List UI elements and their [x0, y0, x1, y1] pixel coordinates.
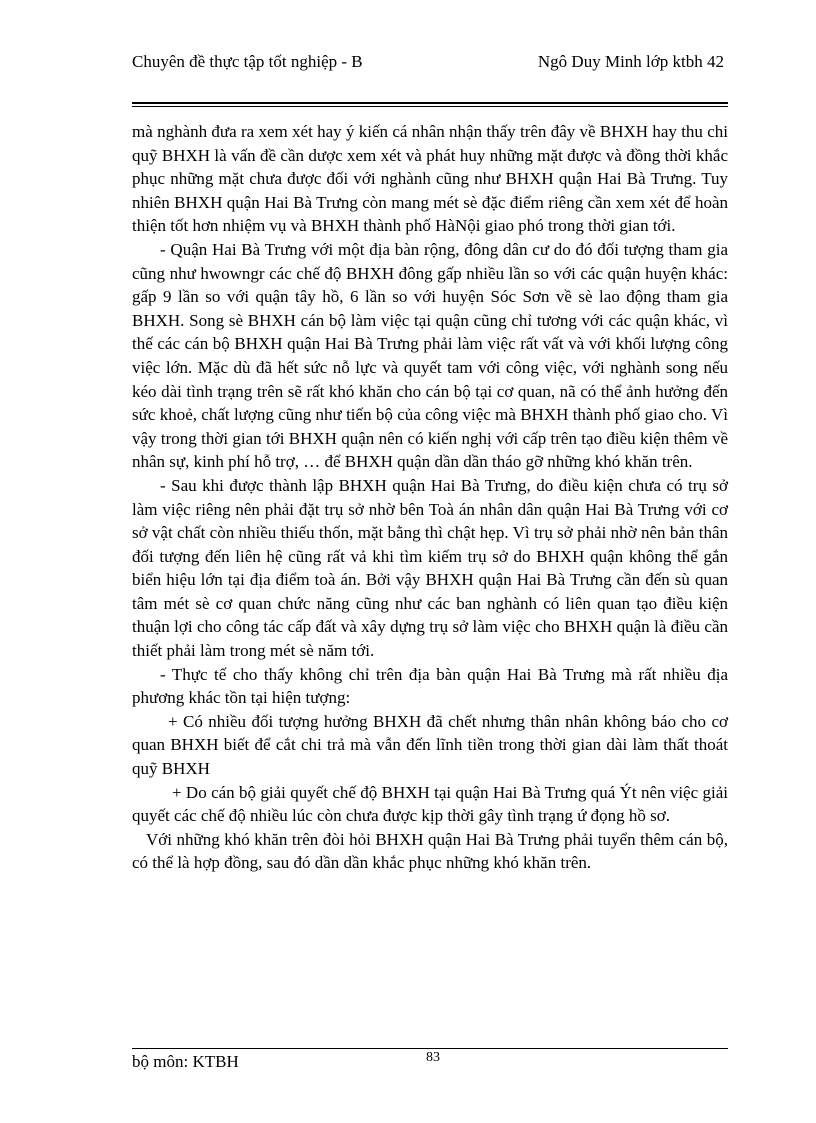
- paragraph-7: Với những khó khăn trên đòi hỏi BHXH quận Hai Bà Trưng phải tuyển thêm cán bộ, có thể là hợp đồng, sau đó dần dần khắc phục những khó khăn trên.: [132, 829, 728, 873]
- body-text: [132, 120, 728, 875]
- paragraph-4: - Thực tế cho thấy không chỉ trên địa bàn quận Hai Bà Trưng mà rất nhiều địa phương khác tồn tại hiện tượng:: [132, 664, 728, 708]
- footer-rule: [132, 1048, 728, 1049]
- paragraph-1: mà nghành đưa ra xem xét hay ý kiến cá nhân nhận thấy trên đây về BHXH hay thu chi quỹ BHXH là vấn đề cần dược xem xét và phát huy những mặt được và đồng thời khắc phục những mặt chưa được đối với nghành cũng như BHXH quận Hai Bà Trưng. Tuy nhiên BHXH quận Hai Bà Trưng còn mang mét sè đặc điểm riêng cần xem xét để hoàn thiện tốt hơn nhiệm vụ và BHXH thành phố HàNội giao phó trong thời gian tới.: [132, 122, 728, 236]
- page-number: 83: [426, 1050, 440, 1065]
- paragraph-2: - Quận Hai Bà Trưng với một địa bàn rộng, đông dân cư do đó đối tượng tham gia cũng như hwowngr các chế độ BHXH đông gấp nhiều lần so với các quận huyện khác: gấp 9 lần so với quận tây hồ, 6 lần so với huyện Sóc Sơn về sè lao động tham gia BHXH. Song sè BHXH cán bộ làm việc tại quận cũng chỉ tương với các quận khác, vì thế các cán bộ BHXH quận Hai Bà Trưng phải làm việc rất vất và với khối lượng công việc lớn. Mặc dù đã hết sức nỗ lực và quyết tam với công việc, với nghành song nếu kéo dài tình trạng trên sẽ rất khó khăn cho cán bộ tại cơ quan, nã có thể ảnh hưởng đến sức khoẻ, chất lượng cũng như tiến bộ của công việc mà BHXH thành phố giao cho. Vì vậy trong thời gian tới BHXH quận nên có kiến nghị với cấp trên tạo điều kiện thêm về nhân sự, kinh phí hỗ trợ, … để BHXH quận dần dần tháo gỡ những khó khăn trên.: [132, 239, 728, 472]
- footer-left: bộ môn: KTBH: [132, 1052, 239, 1071]
- paragraph-5: + Có nhiều đối tượng hưởng BHXH đã chết nhưng thân nhân không báo cho cơ quan BHXH biết để cắt chi trả mà vẫn đến lĩnh tiền trong thời gian dài làm thất thoát quỹ BHXH: [132, 711, 728, 779]
- header-right: Ngô Duy Minh lớp ktbh 42: [537, 52, 724, 71]
- header-left: Chuyên đề thực tập tốt nghiệp - B: [132, 52, 363, 71]
- header-rule: [132, 102, 728, 104]
- page-header: [132, 52, 728, 104]
- header-rule-thin: [132, 106, 728, 107]
- paragraph-6: + Do cán bộ giải quyết chế độ BHXH tại quận Hai Bà Trưng quá Ýt nên việc giải quyết các chế độ nhiều lúc còn chưa được kịp thời gây tình trạng ứ đọng hồ sơ.: [132, 782, 728, 826]
- paragraph-3: - Sau khi được thành lập BHXH quận Hai Bà Trưng, do điều kiện chưa có trụ sở làm việc riêng nên phải đặt trụ sở nhờ bên Toà án nhân dân quận Hai Bà Trưng với cơ sở vật chất còn nhiều thiếu thốn, mặt bằng thì chật hẹp. Vì trụ sở phải nhờ nên bản thân đối tượng đến liên hệ cũng rất vả khi tìm kiếm trụ sở do BHXH quận không thể gắn biển hiệu lớn tại địa điểm toà án. Bởi vậy BHXH quận Hai Bà Trưng cần đến sù quan tâm mét sè cơ quan chức năng cũng như các ban nghành có liên quan tạo điều kiện thuận lợi cho công tác cấp đất và xây dựng trụ sở làm việc cho BHXH quận là điều cần thiết phải làm trong mét sè năm tới.: [132, 475, 728, 661]
